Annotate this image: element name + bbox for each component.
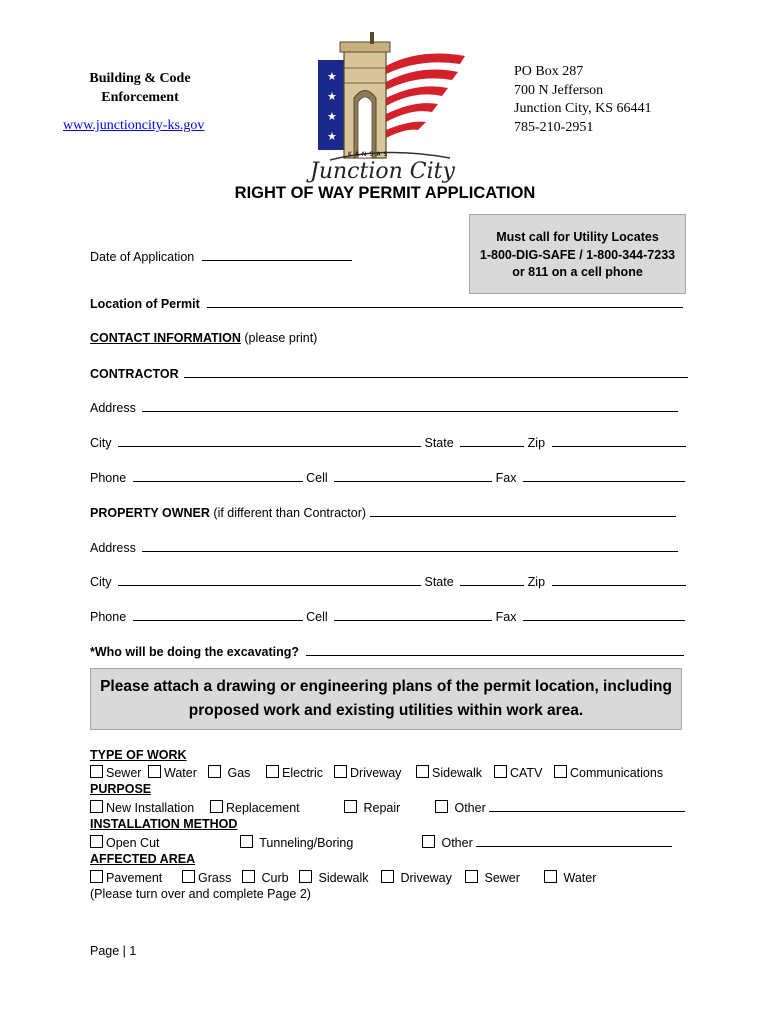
contact-note: (please print) xyxy=(244,331,318,345)
contractor-address-row xyxy=(90,400,678,415)
attach-line-1: Please attach a drawing or engineering plans of the permit location, including xyxy=(100,678,672,695)
state-label: State xyxy=(424,436,454,450)
option-label: New Installation xyxy=(106,801,195,815)
zip-label: Zip xyxy=(527,436,546,450)
checkbox-area-water[interactable] xyxy=(544,870,596,885)
mailing-address xyxy=(514,63,652,137)
department-name xyxy=(75,69,205,107)
junction-city-logo xyxy=(300,28,470,183)
owner-phone-field[interactable] xyxy=(133,609,303,621)
checkbox-communications[interactable] xyxy=(554,765,663,780)
option-label: Driveway xyxy=(350,766,402,780)
checkbox-water[interactable] xyxy=(148,765,197,780)
address-line-2: 700 N Jefferson xyxy=(514,82,604,98)
owner-fax-field[interactable] xyxy=(523,609,685,621)
excavating-label: *Who will be doing the excavating? xyxy=(90,645,300,659)
notice-line-1: Must call for Utility Locates xyxy=(496,230,659,244)
checkbox-area-driveway[interactable] xyxy=(381,870,452,885)
city-label: City xyxy=(90,575,112,589)
option-label: Curb xyxy=(261,871,289,885)
checkbox-method-other[interactable] xyxy=(422,835,672,850)
turn-over-note: (Please turn over and complete Page 2) xyxy=(90,887,311,901)
option-label: Communications xyxy=(570,766,664,780)
attach-line-2: proposed work and existing utilities within work area. xyxy=(188,702,584,719)
contact-heading-row xyxy=(90,331,317,345)
contractor-city-field[interactable] xyxy=(118,435,421,447)
checkbox-new-installation[interactable] xyxy=(90,800,194,815)
notice-line-3: or 811 on a cell phone xyxy=(512,265,643,279)
option-label: Other xyxy=(454,801,486,815)
contractor-phone-row xyxy=(90,470,685,485)
checkbox-gas[interactable] xyxy=(208,765,250,780)
option-label: Driveway xyxy=(400,871,452,885)
form-title: RIGHT OF WAY PERMIT APPLICATION xyxy=(234,184,536,202)
property-owner-label: PROPERTY OWNER xyxy=(90,506,210,520)
checkbox-open-cut[interactable] xyxy=(90,835,160,850)
installation-method-heading: INSTALLATION METHOD xyxy=(90,817,238,831)
checkbox-grass[interactable] xyxy=(182,870,231,885)
option-label: Tunneling/Boring xyxy=(259,836,354,850)
cell-label: Cell xyxy=(306,471,328,485)
location-row xyxy=(90,296,683,311)
zip-label: Zip xyxy=(527,575,546,589)
date-label: Date of Application xyxy=(90,250,195,264)
contractor-row xyxy=(90,366,688,381)
owner-city-field[interactable] xyxy=(118,574,421,586)
property-owner-row xyxy=(90,505,676,520)
checkbox-electric[interactable] xyxy=(266,765,323,780)
department-line-2: Enforcement xyxy=(101,90,179,105)
owner-address-row xyxy=(90,540,678,555)
checkbox-purpose-other[interactable] xyxy=(435,800,685,815)
option-label: Water xyxy=(164,766,197,780)
contractor-address-field[interactable] xyxy=(142,400,678,412)
checkbox-sidewalk[interactable] xyxy=(416,765,482,780)
contractor-city-row xyxy=(90,435,686,450)
checkbox-repair[interactable] xyxy=(344,800,400,815)
owner-address-field[interactable] xyxy=(142,540,678,552)
purpose-other-field[interactable] xyxy=(489,800,685,812)
excavating-field[interactable] xyxy=(306,644,684,656)
owner-phone-row xyxy=(90,609,685,624)
city-label: City xyxy=(90,436,112,450)
svg-text:★: ★ xyxy=(327,110,337,123)
option-label: Open Cut xyxy=(106,836,160,850)
option-label: Water xyxy=(563,871,597,885)
option-label: Gas xyxy=(227,766,251,780)
option-label: CATV xyxy=(510,766,543,780)
option-label: Pavement xyxy=(106,871,163,885)
fax-label: Fax xyxy=(495,610,517,624)
contractor-zip-field[interactable] xyxy=(552,435,686,447)
contractor-fax-field[interactable] xyxy=(523,470,685,482)
phone-label: Phone xyxy=(90,471,127,485)
date-field[interactable] xyxy=(202,249,352,261)
attach-drawing-notice xyxy=(90,668,682,730)
svg-text:★: ★ xyxy=(327,90,337,103)
page-number: Page | 1 xyxy=(90,944,137,958)
fax-label: Fax xyxy=(495,471,517,485)
type-of-work-heading: TYPE OF WORK xyxy=(90,748,187,762)
checkbox-tunneling[interactable] xyxy=(240,835,353,850)
option-label: Grass xyxy=(198,871,232,885)
contractor-label: CONTRACTOR xyxy=(90,367,179,381)
date-row xyxy=(90,249,352,264)
owner-cell-field[interactable] xyxy=(334,609,492,621)
affected-area-heading: AFFECTED AREA xyxy=(90,852,196,866)
contractor-cell-field[interactable] xyxy=(334,470,492,482)
checkbox-area-sewer[interactable] xyxy=(465,870,520,885)
option-label: Other xyxy=(441,836,473,850)
address-phone: 785-210-2951 xyxy=(514,119,594,135)
method-other-field[interactable] xyxy=(476,835,672,847)
option-label: Sidewalk xyxy=(432,766,483,780)
svg-text:★: ★ xyxy=(327,130,337,143)
contractor-field[interactable] xyxy=(184,366,688,378)
address-line-1: PO Box 287 xyxy=(514,64,584,79)
phone-label: Phone xyxy=(90,610,127,624)
svg-text:★: ★ xyxy=(327,70,337,83)
logo-state-text: KANSAS xyxy=(348,151,391,158)
contractor-state-field[interactable] xyxy=(460,435,524,447)
department-line-1: Building & Code xyxy=(89,71,191,86)
checkbox-catv[interactable] xyxy=(494,765,542,780)
cell-label: Cell xyxy=(306,610,328,624)
property-owner-note: (if different than Contractor) xyxy=(213,506,367,520)
purpose-heading: PURPOSE xyxy=(90,782,152,796)
state-label: State xyxy=(424,575,454,589)
option-label: Repair xyxy=(363,801,401,815)
option-label: Sewer xyxy=(484,871,520,885)
utility-locate-notice xyxy=(469,214,686,294)
notice-line-2: 1-800-DIG-SAFE / 1-800-344-7233 xyxy=(479,247,676,262)
property-owner-field[interactable] xyxy=(370,505,676,517)
logo-script-text: Junction City xyxy=(310,159,455,183)
contact-heading: CONTACT INFORMATION xyxy=(90,331,241,345)
owner-state-field[interactable] xyxy=(460,574,524,586)
checkbox-sewer[interactable] xyxy=(90,765,141,780)
option-label: Sidewalk xyxy=(318,871,369,885)
location-field[interactable] xyxy=(207,296,683,308)
owner-city-row xyxy=(90,574,686,589)
option-label: Sewer xyxy=(106,766,142,780)
excavating-row xyxy=(90,644,684,659)
address-label: Address xyxy=(90,541,136,555)
website-link[interactable]: www.junctioncity-ks.gov xyxy=(63,118,205,133)
checkbox-area-sidewalk[interactable] xyxy=(299,870,369,885)
address-line-3: Junction City, KS 66441 xyxy=(514,101,652,116)
checkbox-curb[interactable] xyxy=(242,870,289,885)
location-label: Location of Permit xyxy=(90,297,200,311)
option-label: Electric xyxy=(282,766,323,780)
checkbox-driveway[interactable] xyxy=(334,765,401,780)
option-label: Replacement xyxy=(226,801,300,815)
owner-zip-field[interactable] xyxy=(552,574,686,586)
contractor-phone-field[interactable] xyxy=(133,470,303,482)
checkbox-pavement[interactable] xyxy=(90,870,162,885)
checkbox-replacement[interactable] xyxy=(210,800,300,815)
address-label: Address xyxy=(90,401,136,415)
